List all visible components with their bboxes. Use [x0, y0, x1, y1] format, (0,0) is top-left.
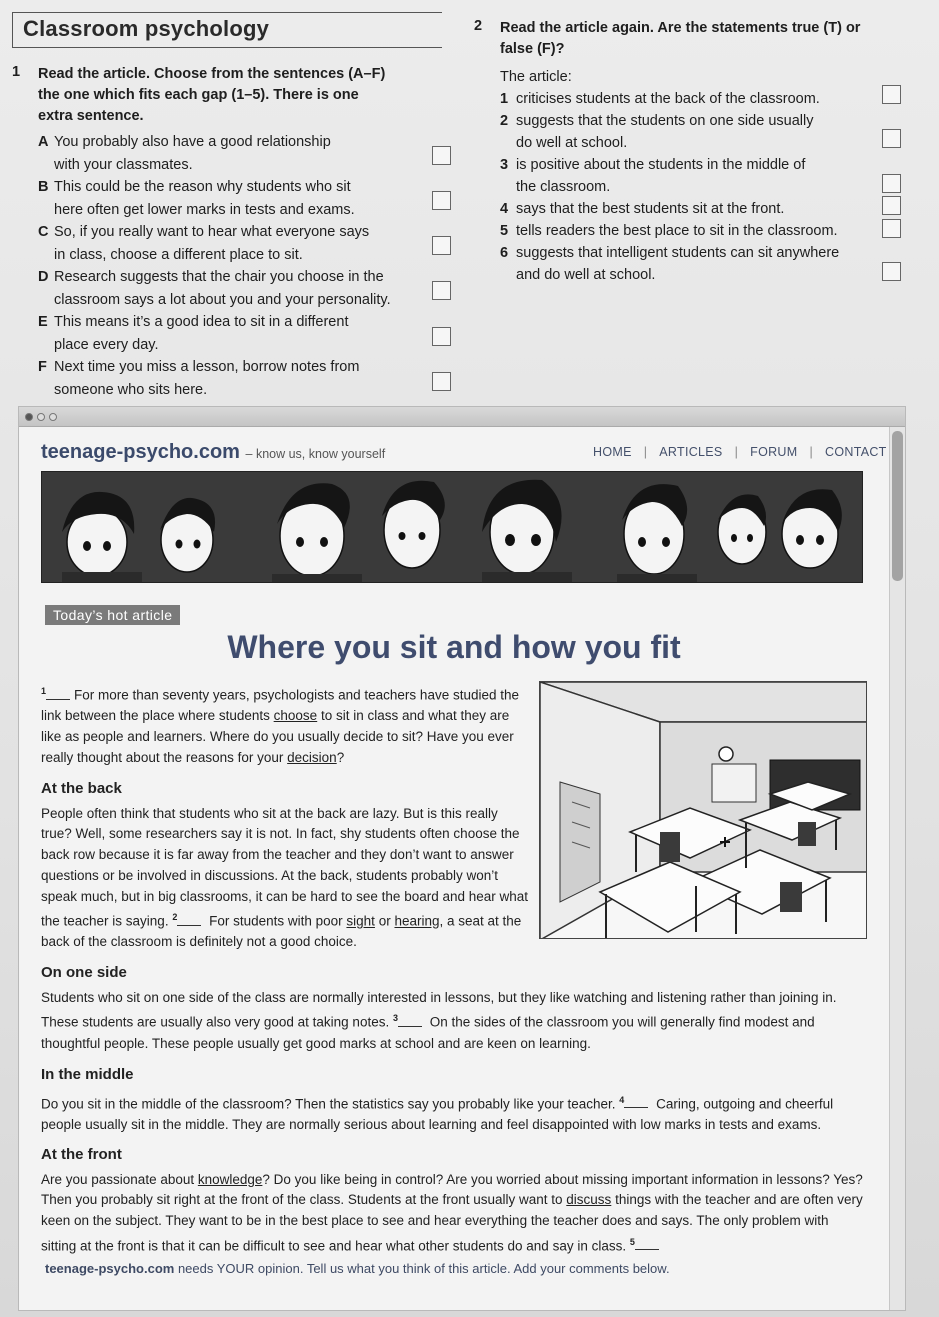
tf-box-2[interactable]: [882, 129, 901, 148]
nav-articles[interactable]: ARTICLES: [659, 445, 723, 459]
article-section-back: [41, 779, 529, 953]
option-d: [38, 266, 428, 311]
browser-title-bar: [19, 407, 905, 427]
answer-box-d[interactable]: [432, 281, 451, 300]
option-text: Next time you miss a lesson, borrow notes from: [54, 359, 360, 375]
tf-box-6[interactable]: [882, 262, 901, 281]
statement-text: suggests that the students on one side usually: [516, 113, 814, 129]
statement-2: [500, 110, 870, 154]
minimize-window-icon[interactable]: [37, 413, 45, 421]
section-text: On the sides of the classroom you will generally find modest and thoughtful people. These people usually get good marks at school and are keen on learning.: [41, 1014, 815, 1051]
article-section-side: [41, 963, 863, 1054]
option-letter: E: [38, 314, 48, 330]
statement-text: criticises students at the back of the classroom.: [516, 91, 820, 107]
statement-text: tells readers the best place to sit in the classroom.: [516, 223, 838, 239]
maximize-window-icon[interactable]: [49, 413, 57, 421]
browser-window: [18, 406, 906, 1311]
underlined-word: choose: [273, 708, 318, 724]
gap-blank: [398, 1017, 422, 1027]
tf-box-4[interactable]: [882, 196, 901, 215]
section-text: Are you passionate about: [41, 1171, 198, 1187]
classroom-image: [540, 682, 867, 939]
option-text: Research suggests that the chair you choose in the: [54, 269, 384, 285]
intro-text: ?: [336, 749, 345, 765]
scrollbar[interactable]: [889, 427, 905, 1310]
banner-characters-image: [42, 472, 863, 583]
answer-box-b[interactable]: [432, 191, 451, 210]
intro-text: to sit in class and what they are like as people and learners. Where do you usually decide to sit? Have you ever really thought about the reasons for your: [41, 708, 514, 765]
hot-article-label: Today’s hot article: [45, 605, 180, 625]
gap-number: 1: [41, 686, 47, 696]
statement-4: [500, 198, 870, 220]
section-heading: On one side: [41, 964, 127, 981]
footer-brand[interactable]: teenage-psycho.com: [45, 1261, 175, 1276]
answer-box-f[interactable]: [432, 372, 451, 391]
option-e: [38, 311, 428, 356]
nav-contact[interactable]: CONTACT: [825, 445, 887, 459]
intro-text: For more than seventy years, psychologists and teachers have studied the link between the place where students: [41, 687, 520, 724]
statement-1: [500, 88, 870, 110]
option-text: someone who sits here.: [54, 381, 208, 398]
section-text: Students who sit on one side of the class are normally interested in lessons, but they like watching and listening rather than joining in. These students are usually also very good at taking notes.: [41, 989, 837, 1030]
statement-number: 4: [500, 201, 509, 217]
section-text: , a seat at the back of the classroom is definitely not a good choice.: [41, 913, 522, 950]
nav-separator: |: [643, 445, 648, 459]
option-text: here often get lower marks in tests and exams.: [54, 201, 355, 218]
underlined-word: decision: [287, 749, 337, 765]
gap-blank: [624, 1098, 648, 1108]
exercise-1: [12, 64, 462, 401]
section-text: ? Do you like being in control? Are you worried about missing important information in lessons? Yes? Then you probably sit right at the front of the class. Students at the front usually want to: [41, 1171, 863, 1208]
statement-text: suggests that intelligent students can sit anywhere: [516, 245, 840, 261]
option-letter: F: [38, 359, 47, 375]
comment-prompt: [45, 1261, 670, 1276]
option-text: in class, choose a different place to sit.: [54, 246, 303, 263]
answer-box-a[interactable]: [432, 146, 451, 165]
exercise-2-number: 2: [474, 18, 483, 34]
exercise-1-instruction: Read the article. Choose from the sentences (A–F) the one which fits each gap (1–5). There is one extra sentence.: [38, 66, 386, 124]
exercise-2-instruction: Read the article again. Are the statements true (T) or false (F)?: [500, 20, 861, 57]
answer-box-e[interactable]: [432, 327, 451, 346]
exercise-2: [474, 18, 924, 286]
option-text: You probably also have a good relationship: [54, 134, 331, 150]
statement-number: 1: [500, 91, 509, 107]
classroom-illustration: [539, 681, 867, 939]
statement-number: 5: [500, 223, 509, 239]
section-text: or: [374, 913, 395, 929]
section-title: Classroom psychology: [12, 12, 442, 48]
gap-blank: [635, 1240, 659, 1250]
tf-box-1[interactable]: [882, 85, 901, 104]
tf-box-3[interactable]: [882, 174, 901, 193]
option-f: [38, 356, 428, 401]
section-heading: At the back: [41, 780, 122, 797]
footer-text: needs YOUR opinion. Tell us what you think of this article. Add your comments below.: [174, 1261, 670, 1276]
site-logo[interactable]: [41, 441, 385, 464]
underlined-word: discuss: [566, 1192, 612, 1208]
section-text: things with the teacher and are often very keen on the subject. They want to be in the best place to see and hear everything the teacher does and says. The only problem with sitting at the front is that it can be difficult to see and hear what other students do and say in class.: [41, 1192, 863, 1254]
option-b: [38, 176, 428, 221]
nav-separator: |: [809, 445, 814, 459]
answer-box-c[interactable]: [432, 236, 451, 255]
nav-separator: |: [734, 445, 739, 459]
tf-box-5[interactable]: [882, 219, 901, 238]
article-section-front: [41, 1145, 863, 1257]
gap-number: 2: [172, 912, 178, 923]
gap-number: 4: [619, 1094, 625, 1105]
article-section-middle: [41, 1065, 863, 1136]
section-text: Do you sit in the middle of the classroom? Then the statistics say you probably like your teacher.: [41, 1096, 620, 1112]
statement-number: 3: [500, 157, 509, 173]
underlined-word: knowledge: [197, 1171, 263, 1187]
statement-5: [500, 220, 870, 242]
underlined-word: sight: [346, 913, 375, 929]
section-text: People often think that students who sit at the back are lazy. But is this really true? Well, some researchers say it is not. In fact, shy students often choose the back row because it is far away from the teacher and they don’t want to answer questions or be involved in discussions. At the back, students probably won’t speak much, but in big classrooms, it can be hard to see the board and hear what the teacher is saying.: [41, 805, 529, 929]
option-letter: D: [38, 269, 49, 285]
option-text: place every day.: [54, 336, 159, 353]
option-text: This means it’s a good idea to sit in a different: [54, 314, 349, 330]
exercise-2-subtitle: The article:: [500, 69, 572, 85]
statement-text: is positive about the students in the middle of: [516, 157, 806, 173]
option-a: [38, 131, 428, 176]
section-text: For students with poor: [205, 913, 347, 929]
statement-text: says that the best students sit at the front.: [516, 201, 785, 217]
gap-number: 3: [392, 1013, 398, 1024]
site-logo-text: teenage-psycho.com: [41, 441, 240, 463]
statement-text: and do well at school.: [516, 267, 656, 283]
statement-text: do well at school.: [516, 135, 628, 151]
article-headline: Where you sit and how you fit: [227, 629, 681, 665]
article-intro: [41, 681, 529, 768]
gap-number: 5: [629, 1236, 635, 1247]
option-letter: B: [38, 179, 49, 195]
gap-blank: [46, 690, 70, 700]
section-text: Caring, outgoing and cheerful people usually sit in the middle. They are normally serious about learning and feel disappointed with low marks in tests and exams.: [41, 1096, 834, 1132]
option-c: [38, 221, 428, 266]
scrollbar-thumb[interactable]: [892, 431, 903, 581]
option-letter: C: [38, 224, 49, 240]
option-text: So, if you really want to hear what everyone says: [54, 224, 370, 240]
site-nav: [593, 445, 887, 459]
site-tagline: – know us, know yourself: [245, 447, 386, 461]
option-text: This could be the reason why students who sit: [54, 179, 351, 195]
statement-3: [500, 154, 870, 198]
statement-6: [500, 242, 870, 286]
statement-text: the classroom.: [516, 179, 611, 195]
gap-blank: [177, 916, 201, 926]
underlined-word: hearing: [394, 913, 440, 929]
nav-home[interactable]: HOME: [593, 445, 632, 459]
banner-illustration: [41, 471, 863, 583]
statement-number: 2: [500, 113, 509, 129]
section-heading: In the middle: [41, 1066, 134, 1083]
close-window-icon[interactable]: [25, 413, 33, 421]
option-letter: A: [38, 134, 49, 150]
option-text: with your classmates.: [54, 156, 193, 173]
exercise-1-number: 1: [12, 64, 21, 80]
nav-forum[interactable]: FORUM: [750, 445, 798, 459]
statement-number: 6: [500, 245, 509, 261]
option-text: classroom says a lot about you and your personality.: [54, 291, 391, 308]
section-heading: At the front: [41, 1146, 122, 1163]
